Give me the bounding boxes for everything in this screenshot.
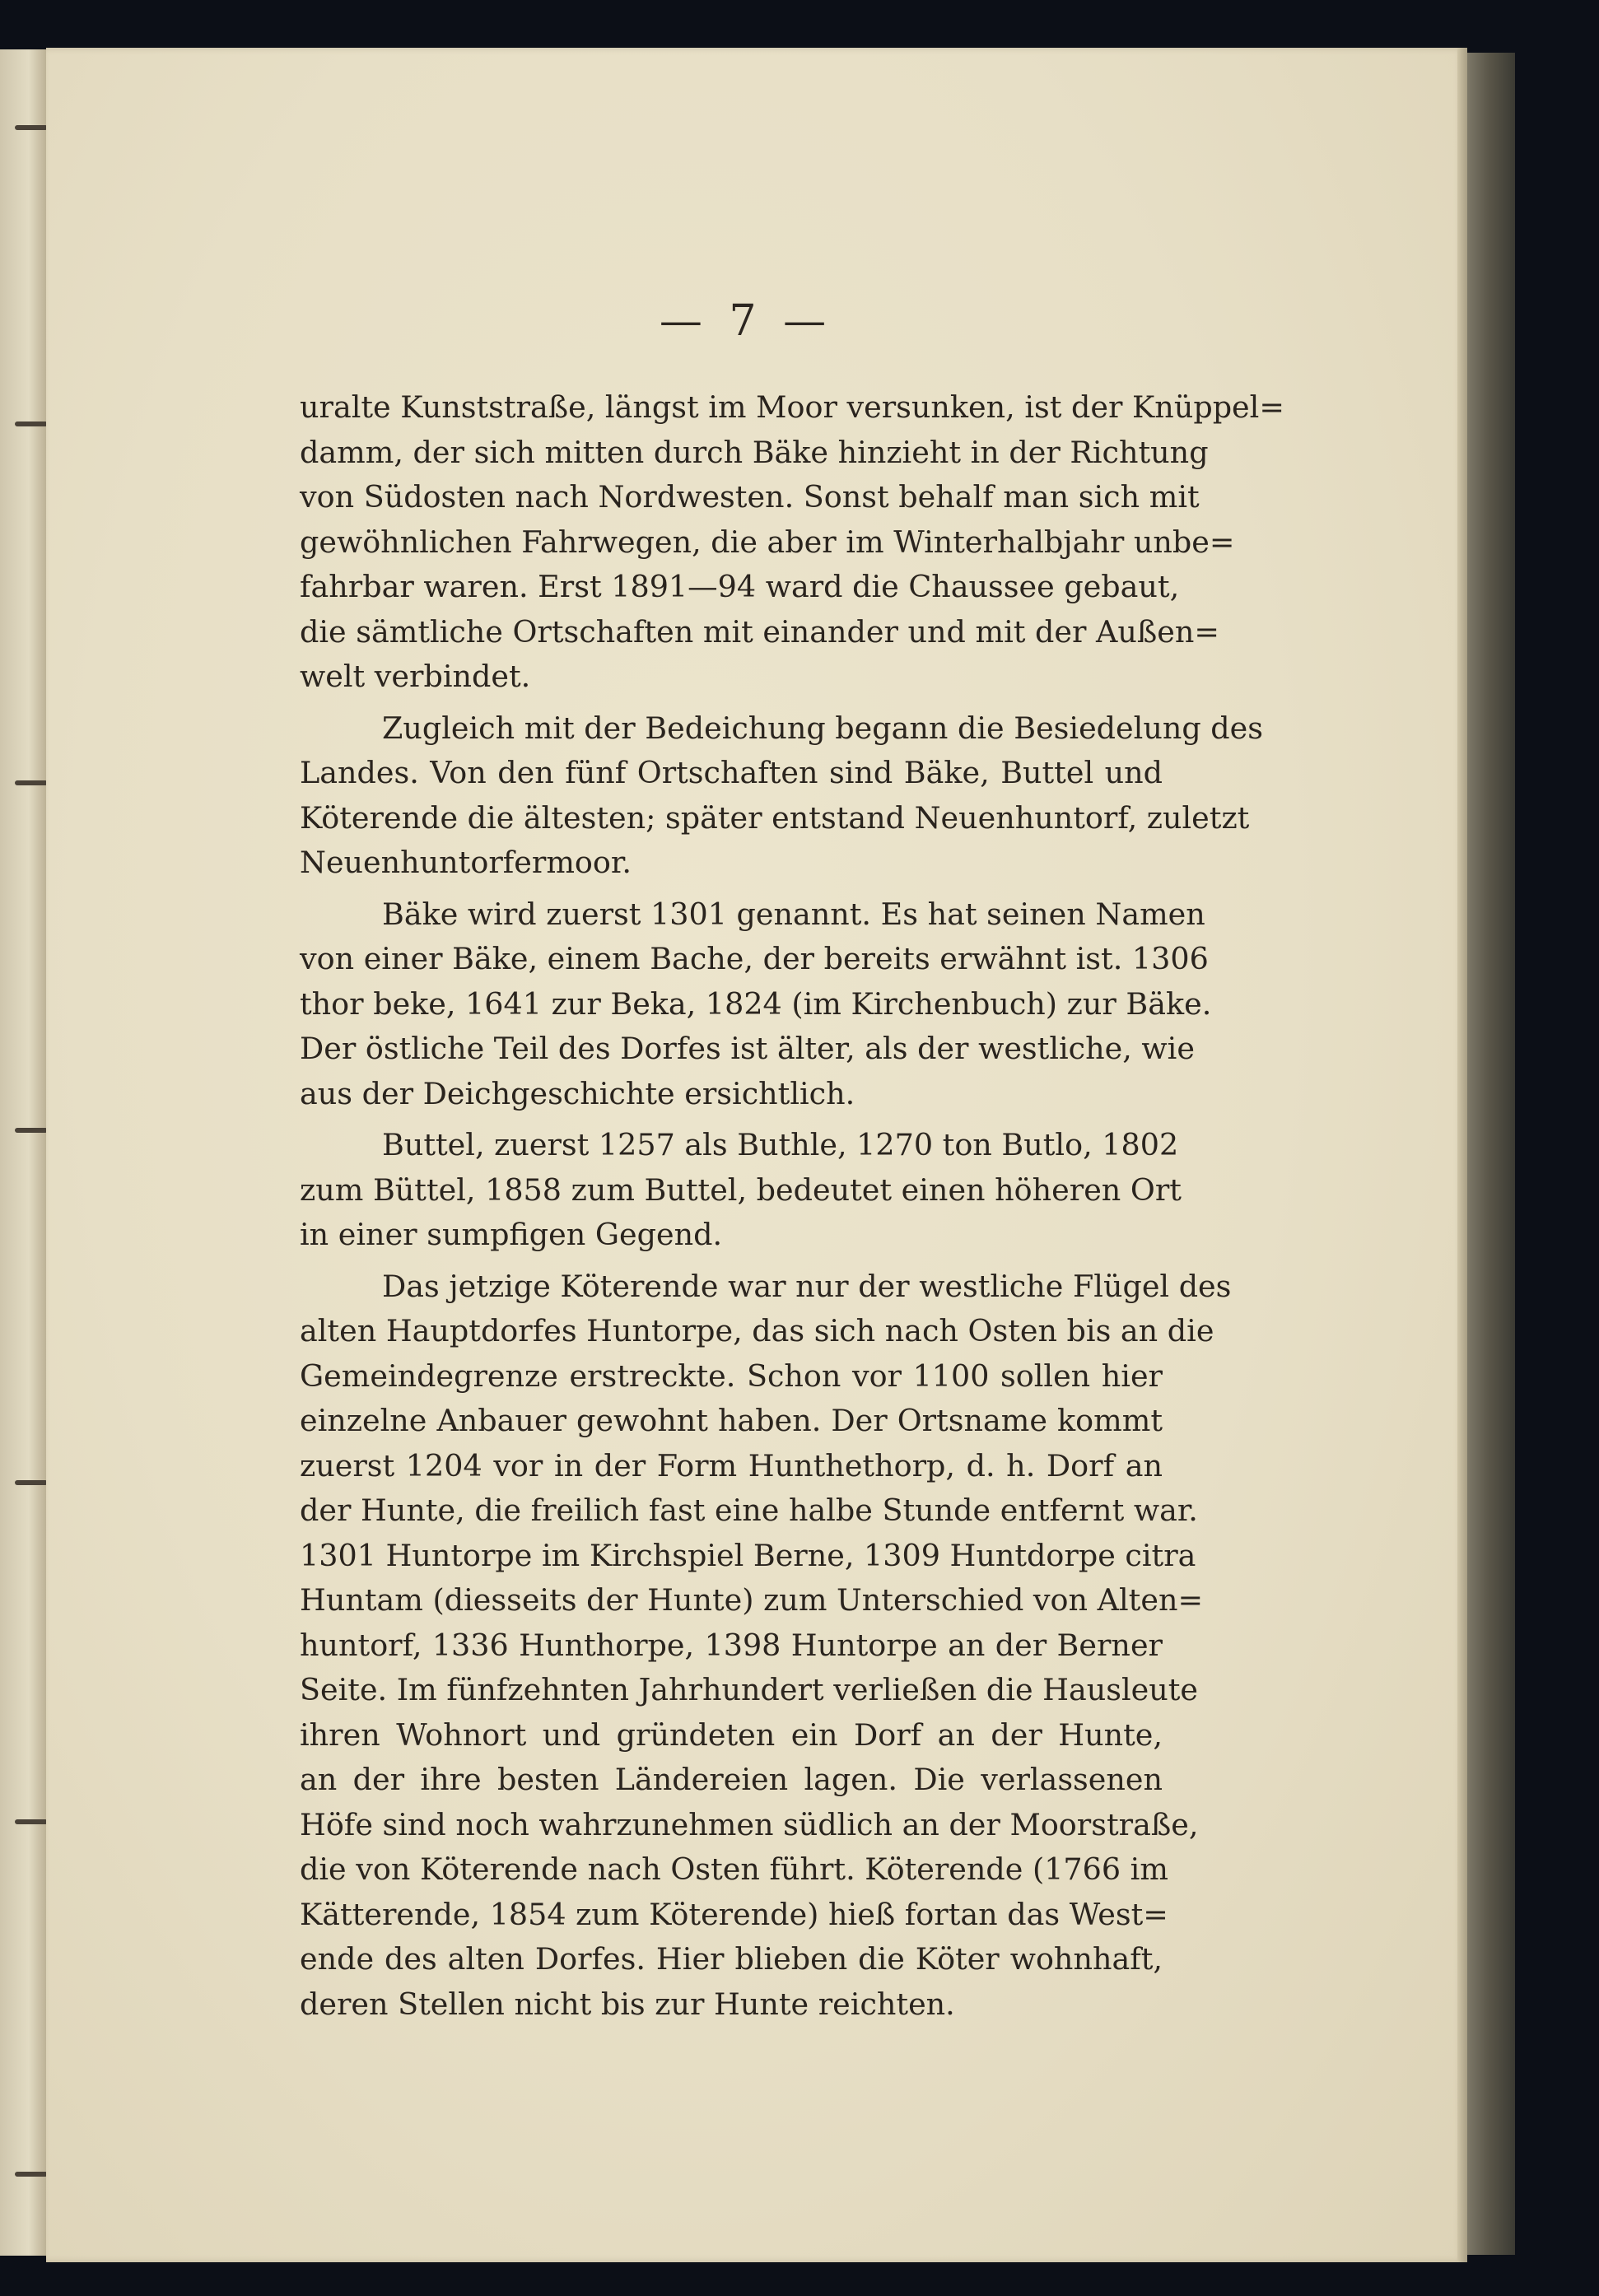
page-fore-edge: [1457, 48, 1467, 2262]
text-line: Seite. Im fünfzehnten Jahrhundert verließen die Hausleute: [300, 1672, 1199, 1707]
text-line: Zugleich mit der Bedeichung begann die Besiedelung des: [382, 710, 1263, 746]
text-line: Kätterende, 1854 zum Köterende) hieß fortan das West=: [300, 1896, 1168, 1932]
text-line: Höfe sind noch wahrzunehmen südlich an der Moorstraße,: [300, 1806, 1199, 1842]
text-line: der Hunte, die freilich fast eine halbe Stunde entfernt war.: [300, 1493, 1198, 1528]
text-line: fahrbar waren. Erst 1891—94 ward die Chaussee gebaut,: [300, 569, 1180, 604]
text-line: Köterende die ältesten; später entstand Neuenhuntorf, zuletzt: [300, 799, 1250, 836]
text-line: ihren Wohnort und gründeten ein Dorf an der Hunte,: [300, 1716, 1163, 1753]
text-line: ende des alten Dorfes. Hier blieben die Köter wohnhaft,: [300, 1941, 1163, 1977]
text-line: damm, der sich mitten durch Bäke hinzieht in der Richtung: [300, 434, 1209, 470]
text-line: alten Hauptdorfes Huntorpe, das sich nach Osten bis an die: [300, 1313, 1214, 1348]
text-line: Bäke wird zuerst 1301 genannt. Es hat seinen Namen: [382, 896, 1205, 932]
text-line: zuerst 1204 vor in der Form Hunthethorp, d. h. Dorf an: [300, 1447, 1163, 1483]
text-line: Huntam (diesseits der Hunte) zum Unterschied von Alten=: [300, 1582, 1204, 1618]
binding-stitch: [15, 125, 48, 130]
text-line: uralte Kunststraße, längst im Moor versunken, ist der Knüppel=: [300, 389, 1284, 425]
text-line: deren Stellen nicht bis zur Hunte reichten.: [300, 1986, 955, 2022]
paragraph: [300, 385, 1284, 700]
binding-stitch: [15, 1819, 48, 1824]
binding-stitch: [15, 780, 48, 785]
text-line: die von Köterende nach Osten führt. Köterende (1766 im: [300, 1851, 1168, 1887]
binding-edge: [0, 49, 48, 2256]
text-line: gewöhnlichen Fahrwegen, die aber im Winterhalbjahr unbe=: [300, 524, 1235, 560]
body-text: [300, 385, 1284, 2027]
text-line: Gemeindegrenze erstreckte. Schon vor 1100 sollen hier: [300, 1358, 1163, 1394]
binding-stitch: [15, 1128, 48, 1133]
text-line: von Südosten nach Nordwesten. Sonst behalf man sich mit: [300, 479, 1200, 515]
text-line: einzelne Anbauer gewohnt haben. Der Ortsname kommt: [300, 1403, 1163, 1438]
text-line: von einer Bäke, einem Bache, der bereits erwähnt ist. 1306: [300, 941, 1209, 976]
binding-stitch: [15, 1480, 48, 1485]
binding-stitch: [15, 421, 48, 426]
text-line: Der östliche Teil des Dorfes ist älter, als der westliche, wie: [300, 1031, 1195, 1066]
text-line: in einer sumpfigen Gegend.: [300, 1217, 723, 1252]
text-line: Landes. Von den fünf Ortschaften sind Bäke, Buttel und: [300, 755, 1163, 790]
page-number: — 7 —: [659, 296, 833, 346]
page-sheet: [46, 48, 1464, 2262]
text-line: zum Büttel, 1858 zum Buttel, bedeutet einen höheren Ort: [300, 1171, 1182, 1208]
text-line: huntorf, 1336 Hunthorpe, 1398 Huntorpe an der Berner: [300, 1627, 1163, 1663]
text-line: aus der Deichgeschichte ersichtlich.: [300, 1075, 855, 1111]
book-block-edge: [1467, 53, 1515, 2255]
text-line: die sämtliche Ortschaften mit einander und mit der Außen=: [300, 613, 1219, 650]
paragraph: [300, 706, 1263, 886]
text-line: Buttel, zuerst 1257 als Buthle, 1270 ton Butlo, 1802: [382, 1127, 1179, 1162]
text-line: 1301 Huntorpe im Kirchspiel Berne, 1309 Huntdorpe citra: [300, 1537, 1196, 1573]
paragraph: [300, 892, 1212, 1117]
text-line: Neuenhuntorfermoor.: [300, 845, 632, 880]
binding-stitch: [15, 2172, 48, 2177]
text-line: Das jetzige Köterende war nur der westliche Flügel des: [382, 1268, 1232, 1304]
paragraph: [300, 1264, 1232, 2028]
paragraph: [300, 1123, 1182, 1258]
text-line: welt verbindet.: [300, 659, 531, 694]
text-line: an der ihre besten Ländereien lagen. Die verlassenen: [300, 1762, 1163, 1797]
text-line: thor beke, 1641 zur Beka, 1824 (im Kirchenbuch) zur Bäke.: [300, 985, 1212, 1022]
